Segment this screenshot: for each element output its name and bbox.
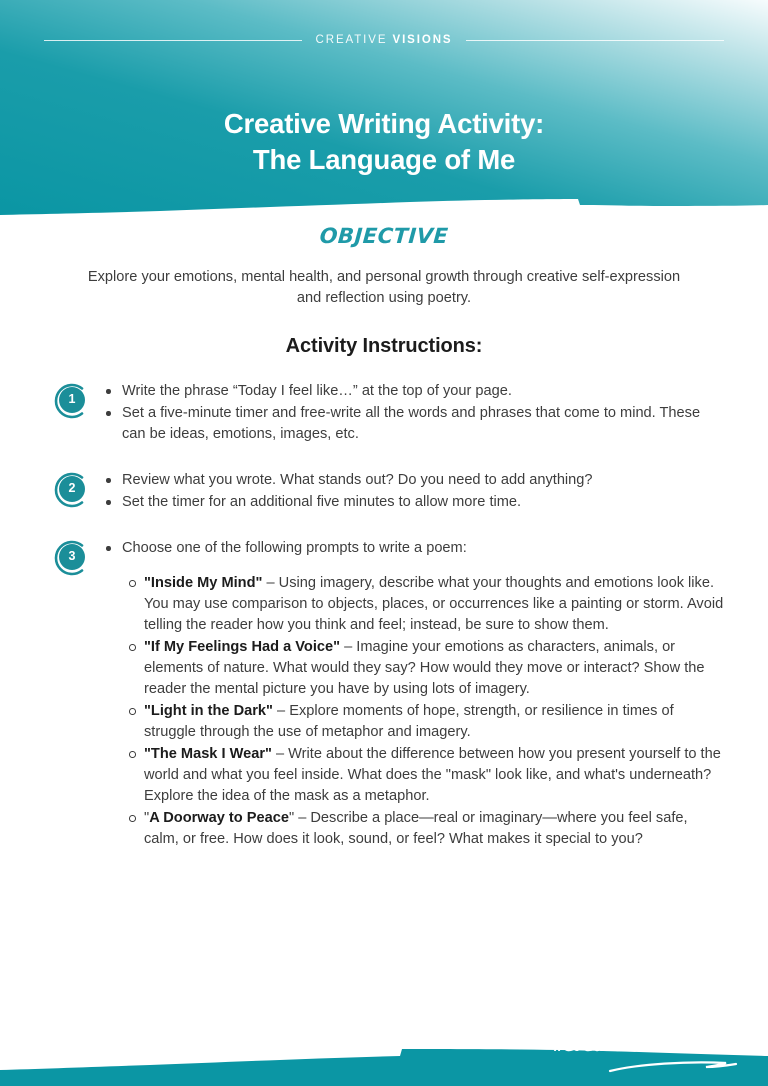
bullet-item: Set a five-minute timer and free-write all the words and phrases that come to mind. These can be ideas, emotions, images, etc. — [102, 403, 724, 445]
prompt-item — [126, 701, 724, 743]
page-title-line-2: The Language of Me — [252, 144, 516, 176]
step-bullet-list — [102, 381, 724, 445]
brand-rule-right — [466, 40, 724, 41]
prompt-title: "If My Feelings Had a Voice" — [144, 638, 341, 655]
prompt-item — [126, 637, 724, 700]
step-number: 2 — [59, 476, 85, 502]
page-header — [0, 0, 768, 222]
objective-heading: OBJECTIVE — [318, 224, 450, 248]
page-title — [0, 106, 768, 179]
prompt-description: – Imagine your emotions as characters, animals, or elements of nature. What would they say? How would they move or interact? Show the reader the mental picture you have by using lots of imagery. — [144, 638, 705, 697]
brand-bar — [0, 35, 768, 47]
prompt-title: "Inside My Mind" — [144, 574, 263, 591]
step-number-badge — [52, 471, 90, 509]
footer-hashtag-logo: #CreateConnectCare — [550, 1036, 744, 1056]
step-body — [90, 380, 724, 446]
step-number: 3 — [59, 544, 85, 570]
prompt-item — [126, 808, 724, 850]
page-footer — [0, 1000, 768, 1086]
objective-text: Explore your emotions, mental health, and personal growth through creative self-expression and reflection using poetry. — [87, 269, 681, 306]
prompt-description: – Write about the difference between how you present yourself to the world and what you feel inside. What does the "mask" look like, and what's underneath? Explore the idea of the mask as a metaphor. — [144, 745, 721, 804]
step-item — [52, 537, 724, 851]
bullet-item: Review what you wrote. What stands out? Do you need to add anything? — [102, 470, 724, 491]
prompt-title: "Light in the Dark" — [144, 702, 273, 719]
step-body — [90, 469, 724, 514]
steps-list — [44, 380, 724, 851]
prompt-quote-close: " — [288, 809, 295, 826]
prompt-description: – Explore moments of hope, strength, or resilience in times of struggle through the use of metaphor and imagery. — [144, 702, 674, 740]
footer-swoosh-icon — [608, 1060, 738, 1074]
step-number-badge — [52, 539, 90, 577]
prompt-title: A Doorway to Peace — [149, 809, 289, 826]
step-item — [52, 380, 724, 446]
bullet-item: Set the timer for an additional five minutes to allow more time. — [102, 492, 724, 513]
prompt-item — [126, 744, 724, 807]
prompt-description: – Describe a place—real or imaginary—where you feel safe, calm, or free. How does it look, sound, or feel? What makes it special to you? — [144, 809, 688, 847]
bullet-item: Choose one of the following prompts to write a poem: — [102, 538, 724, 559]
prompt-list — [102, 573, 724, 850]
page-title-line-1: Creative Writing Activity: — [223, 108, 545, 139]
step-bullet-list — [102, 538, 724, 559]
footer-website-url[interactable]: www.createconnectcare.org — [33, 1047, 182, 1059]
brand-name-bold: VISIONS — [392, 34, 453, 46]
footer-page-number: 1 — [380, 1043, 388, 1059]
prompt-description: – Using imagery, describe what your thoughts and emotions look like. You may use comparison to objects, places, or occurrences like a painting or storm. Avoid telling the reader how you think and feel; instead, be sure to show them. — [144, 574, 724, 633]
brand-rule-left — [44, 40, 302, 41]
step-number: 1 — [59, 387, 85, 413]
step-bullet-list — [102, 470, 724, 513]
activity-instructions-heading: Activity Instructions: — [285, 334, 483, 357]
prompt-title: "The Mask I Wear" — [144, 745, 272, 762]
brand-name — [316, 35, 453, 47]
step-item — [52, 469, 724, 514]
step-body — [90, 537, 724, 851]
page-content — [0, 222, 768, 874]
prompt-quote-open: " — [144, 809, 150, 826]
step-number-badge — [52, 382, 90, 420]
prompt-item — [126, 573, 724, 636]
bullet-item: Write the phrase “Today I feel like…” at the top of your page. — [102, 381, 724, 402]
brand-name-light: CREATIVE — [315, 34, 388, 46]
